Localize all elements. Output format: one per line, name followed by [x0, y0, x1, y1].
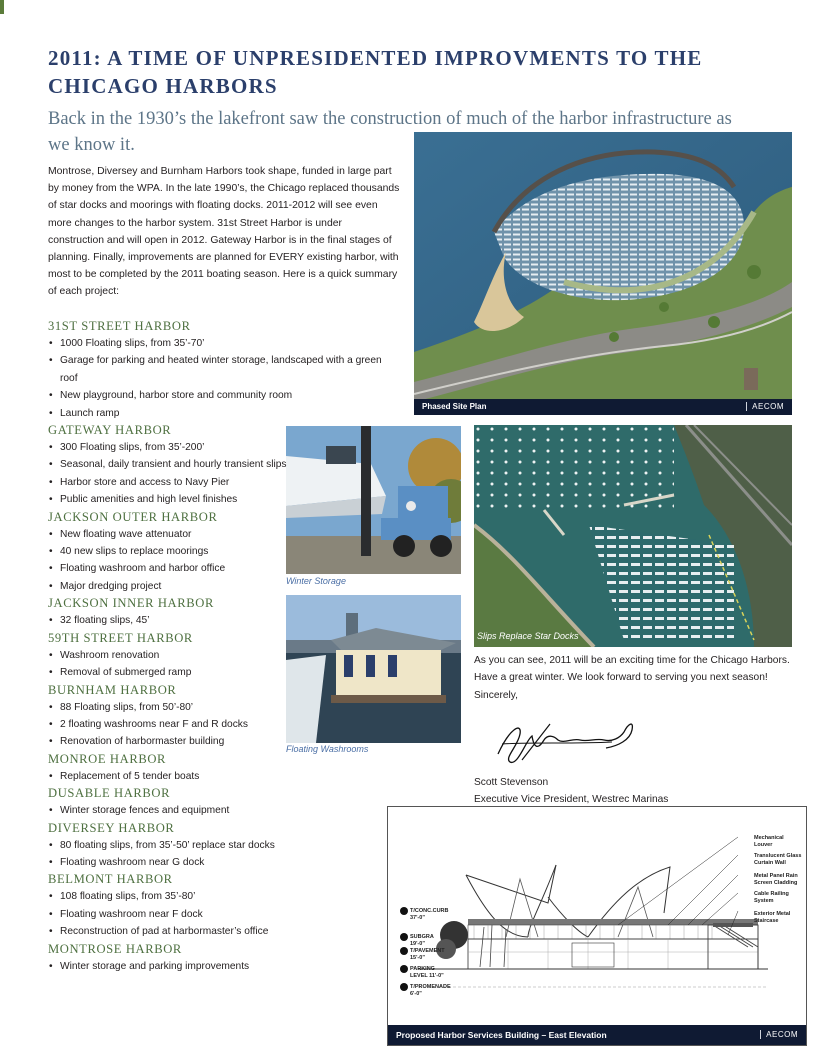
floating-washrooms-caption: Floating Washrooms	[286, 744, 369, 754]
harbor-project-item: • Renovation of harbormaster building	[48, 733, 398, 750]
harbor-project-item: • Floating washroom near G dock	[48, 854, 398, 871]
elevation-credit: AECOM	[760, 1030, 798, 1039]
harbor-heading: MONTROSE HARBOR	[48, 941, 182, 956]
harbor-heading: GATEWAY HARBOR	[48, 423, 172, 438]
harbor-project-item: • Winter storage and parking improvements	[48, 958, 398, 975]
elevation-caption-bar	[388, 1025, 806, 1045]
harbor-heading: BELMONT HARBOR	[48, 872, 173, 887]
signature-image	[492, 714, 642, 770]
intro-paragraph: Montrose, Diversey and Burnham Harbors took shape, funded in large part by money from the WPA. In the late 1990’s, the Chicago replaced thousands of star docks and moorings with floating docks. 2011-2012 will see even more changes to the harbor system. 31st Street Harbor is under construction and will open in 2012. Gateway Harbor is in the final stages of planning. Finally, improvements are planned for EVERY existing harbor, with most to be completed by the 2011 boating season. Here is a quick summary of each project:	[48, 166, 400, 298]
signer-position: Executive Vice President, Westrec Marinas	[474, 794, 669, 806]
page-subtitle: Back in the 1930’s the lakefront saw the construction of much of the harbor infrastructure as we know it.	[48, 109, 732, 155]
harbor-project-item: • Removal of submerged ramp	[48, 664, 398, 681]
closing-text: As you can see, 2011 will be an exciting time for the Chicago Harbors. Have a great winter. We look forward to serving you next season!	[474, 655, 790, 684]
harbor-heading: DIVERSEY HARBOR	[48, 820, 175, 835]
slips-aerial-photo	[474, 425, 792, 647]
harbor-heading: JACKSON OUTER HARBOR	[48, 509, 218, 524]
closing-salutation: Sincerely,	[474, 689, 518, 701]
harbor-project-item: • 300 Floating slips, from 35’-200’	[48, 439, 398, 456]
slips-aerial-illustration	[474, 425, 792, 647]
elevation-drawing	[387, 806, 807, 1046]
site-plan-credit: AECOM	[746, 402, 784, 411]
signer-name: Scott Stevenson	[474, 777, 549, 788]
level-subgrade: SUBGRA 19'-0"	[410, 934, 434, 947]
harbor-project-item: • Floating washroom and harbor office	[48, 560, 398, 577]
site-plan-image	[414, 132, 792, 415]
harbor-project-item: • 108 floating slips, from 35’-80’	[48, 888, 398, 905]
signer-block	[474, 774, 668, 809]
harbor-project-item: • New playground, harbor store and community room	[48, 387, 398, 404]
site-plan-caption-bar	[414, 399, 792, 415]
harbor-project-item: • Seasonal, daily transient and hourly transient slips	[48, 456, 398, 473]
harbor-heading: DUSABLE HARBOR	[48, 786, 171, 801]
harbor-heading: BURNHAM HARBOR	[48, 682, 177, 697]
elevation-caption: Proposed Harbor Services Building – East Elevation	[396, 1030, 607, 1040]
callout-rain-screen: Metal Panel Rain Screen Cladding	[754, 873, 798, 886]
harbor-project-item: • Replacement of 5 tender boats	[48, 768, 398, 785]
site-plan-caption: Phased Site Plan	[422, 402, 487, 411]
corner-tab	[0, 0, 4, 14]
harbor-project-item: • Major dredging project	[48, 578, 398, 595]
harbor-project-item: • Harbor store and access to Navy Pier	[48, 474, 398, 491]
callout-glass-curtain-wall: Translucent Glass Curtain Wall	[754, 853, 802, 866]
callout-cable-railing: Cable Railing System	[754, 891, 789, 904]
site-plan-illustration	[414, 132, 792, 415]
harbor-project-list	[48, 318, 398, 975]
harbor-project-item: • 2 floating washrooms near F and R docks	[48, 716, 398, 733]
harbor-project-item: • Public amenities and high level finishes	[48, 491, 398, 508]
harbor-heading: JACKSON INNER HARBOR	[48, 596, 214, 611]
harbor-project-item: • 88 Floating slips, from 50’-80’	[48, 699, 398, 716]
harbor-heading: 59TH STREET HARBOR	[48, 630, 193, 645]
harbor-project-item: • Reconstruction of pad at harbormaster’s office	[48, 923, 398, 940]
callout-mechanical-louver: Mechanical Louver	[754, 835, 784, 848]
harbor-project-item: • 40 new slips to replace moorings	[48, 543, 398, 560]
level-concrete-curb: T/CONC.CURB 37'-0"	[410, 908, 449, 921]
harbor-project-item: • 32 floating slips, 45’	[48, 612, 398, 629]
harbor-project-item: • Winter storage fences and equipment	[48, 802, 398, 819]
slips-caption: Slips Replace Star Docks	[477, 631, 579, 641]
closing-letter	[474, 652, 794, 704]
harbor-heading: 31ST STREET HARBOR	[48, 319, 191, 333]
level-parking: PARKING LEVEL 11'-0"	[410, 966, 444, 979]
page-title: 2011: A TIME OF UNPRESIDENTED IMPROVMENTS TO THE CHICAGO HARBORS	[48, 46, 703, 98]
elevation-illustration	[388, 807, 806, 1045]
harbor-project-item: • Garage for parking and heated winter storage, landscaped with a green roof	[48, 352, 398, 387]
harbor-project-item: • 1000 Floating slips, from 35’-70’	[48, 335, 398, 352]
harbor-project-item: • Launch ramp	[48, 405, 398, 422]
harbor-project-item: • 80 floating slips, from 35’-50’ replace star docks	[48, 837, 398, 854]
level-promenade: T/PROMENADE 6'-0"	[410, 984, 451, 997]
level-pavement: T/PAVEMENT 15'-0"	[410, 948, 445, 961]
callout-exterior-staircase: Exterior Metal Staircase	[754, 911, 791, 924]
harbor-project-item: • Washroom renovation	[48, 647, 398, 664]
winter-storage-caption: Winter Storage	[286, 576, 346, 586]
harbor-project-item: • Floating washroom near F dock	[48, 906, 398, 923]
harbor-project-item: • New floating wave attenuator	[48, 526, 398, 543]
harbor-heading: MONROE HARBOR	[48, 751, 167, 766]
